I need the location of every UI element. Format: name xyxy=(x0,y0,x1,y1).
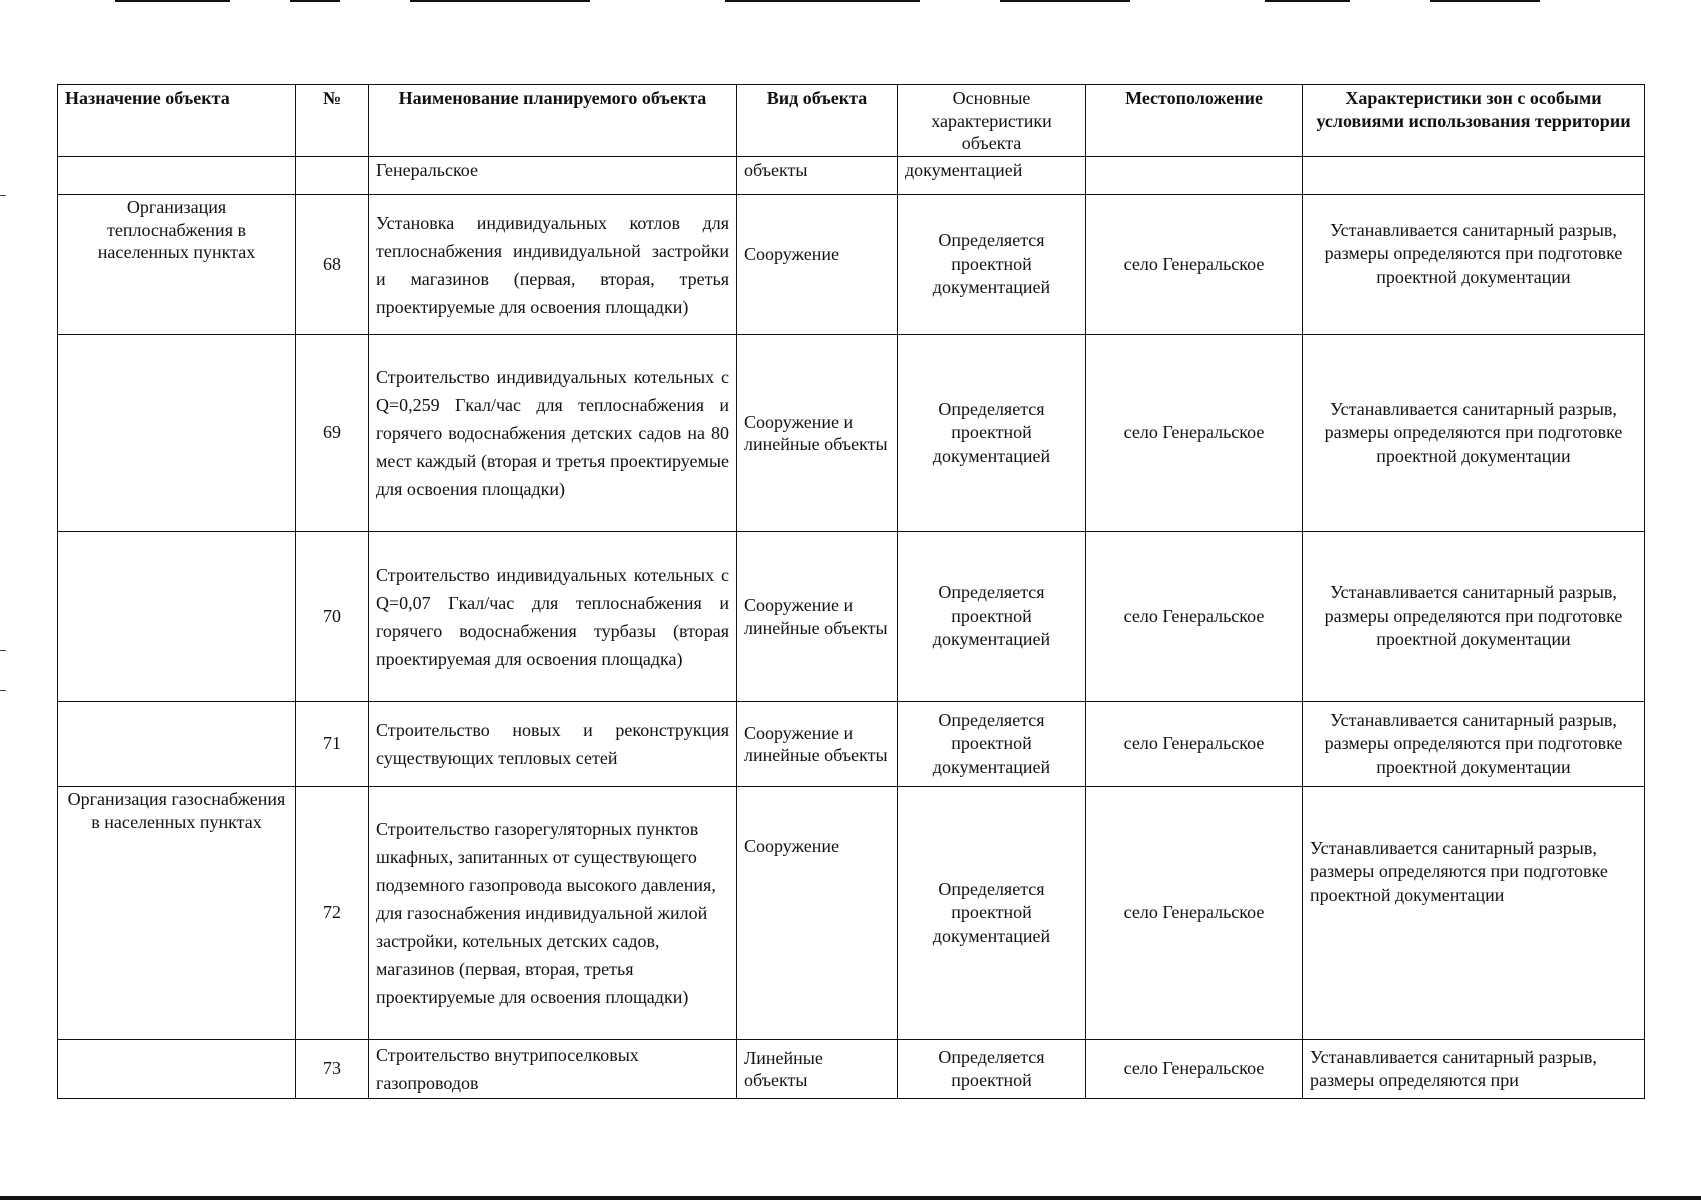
table-row xyxy=(58,702,1645,787)
cell-number: 69 xyxy=(296,335,369,532)
cell-purpose xyxy=(58,702,296,787)
cell-kind: Сооружение xyxy=(737,787,898,1040)
cell-name: Строительство индивидуальных котельных с Q=0,259 Гкал/час для теплоснабжения и горячего водоснабжения детских садов на 80 мест каждый (вторая и третья проектируемые для освоения площадки) xyxy=(369,335,737,532)
bottom-border xyxy=(0,1196,1701,1200)
margin-mark xyxy=(0,690,6,691)
cell-zones: Устанавливается санитарный разрыв, размеры определяются при xyxy=(1303,1040,1645,1099)
cell-kind: Сооружение и линейные объекты xyxy=(737,532,898,702)
header-number: № xyxy=(296,85,369,157)
cell-location: село Генеральское xyxy=(1086,532,1303,702)
cell-characteristics: Определяется проектной документацией xyxy=(898,702,1086,787)
cell-name: Строительство новых и реконструкция существующих тепловых сетей xyxy=(369,702,737,787)
cell-zones: Устанавливается санитарный разрыв, размеры определяются при подготовке проектной документации xyxy=(1303,532,1645,702)
table-row xyxy=(58,335,1645,532)
cell-name: Строительство индивидуальных котельных с Q=0,07 Гкал/час для теплоснабжения и горячего водоснабжения турбазы (вторая проектируемая для освоения площадка) xyxy=(369,532,737,702)
cell-characteristics: Определяется проектной документацией xyxy=(898,335,1086,532)
cell-kind: объекты xyxy=(737,157,898,195)
cell-purpose xyxy=(58,157,296,195)
cell-characteristics: Определяется проектной документацией xyxy=(898,532,1086,702)
cell-location: село Генеральское xyxy=(1086,1040,1303,1099)
cell-zones: Устанавливается санитарный разрыв, размеры определяются при подготовке проектной документации xyxy=(1303,702,1645,787)
cell-kind: Линейные объекты xyxy=(737,1040,898,1099)
cell-name: Строительство внутрипоселковых газопроводов xyxy=(369,1040,737,1099)
cell-purpose: Организация теплоснабжения в населенных пунктах xyxy=(58,195,296,335)
header-purpose xyxy=(58,85,296,157)
header-kind: Вид объекта xyxy=(737,85,898,157)
cell-zones: Устанавливается санитарный разрыв, размеры определяются при подготовке проектной документации xyxy=(1303,195,1645,335)
table-row xyxy=(58,195,1645,335)
top-rule-3 xyxy=(410,0,590,2)
cell-number: 70 xyxy=(296,532,369,702)
cell-number: 68 xyxy=(296,195,369,335)
top-rule-6 xyxy=(1265,0,1350,2)
cell-number: 71 xyxy=(296,702,369,787)
margin-mark xyxy=(0,650,6,651)
cell-location xyxy=(1086,157,1303,195)
cell-zones: Устанавливается санитарный разрыв, размеры определяются при подготовке проектной документации xyxy=(1303,335,1645,532)
table-row xyxy=(58,532,1645,702)
planned-objects-table xyxy=(57,84,1645,1099)
header-characteristics: Основные характеристики объекта xyxy=(898,85,1086,157)
cell-location: село Генеральское xyxy=(1086,335,1303,532)
top-rule-5 xyxy=(1000,0,1130,2)
cell-zones xyxy=(1303,157,1645,195)
cell-location: село Генеральское xyxy=(1086,195,1303,335)
header-name: Наименование планируемого объекта xyxy=(369,85,737,157)
header-location: Местоположение xyxy=(1086,85,1303,157)
cell-location: село Генеральское xyxy=(1086,702,1303,787)
margin-mark xyxy=(0,195,6,196)
cell-purpose: Организация газоснабжения в населенных пунктах xyxy=(58,787,296,1040)
continuation-row xyxy=(58,157,1645,195)
cell-kind: Сооружение xyxy=(737,195,898,335)
cell-purpose xyxy=(58,532,296,702)
cell-number: 72 xyxy=(296,787,369,1040)
header-purpose-text: Назначение объекта xyxy=(65,88,230,108)
cell-purpose xyxy=(58,1040,296,1099)
cell-name: Генеральское xyxy=(369,157,737,195)
cell-name: Строительство газорегуляторных пунктов шкафных, запитанных от существующего подземного газопровода высокого давления, для газоснабжения индивидуальной жилой застройки, котельных детских садов, магазинов (первая, вторая, третья проектируемые для освоения площадки) xyxy=(369,787,737,1040)
table-row xyxy=(58,787,1645,1040)
top-rule-1 xyxy=(115,0,230,2)
cell-location: село Генеральское xyxy=(1086,787,1303,1040)
top-rule-7 xyxy=(1430,0,1540,2)
header-zones: Характеристики зон с особыми условиями использования территории xyxy=(1303,85,1645,157)
cell-number: 73 xyxy=(296,1040,369,1099)
cell-zones: Устанавливается санитарный разрыв, размеры определяются при подготовке проектной документации xyxy=(1303,787,1645,1040)
top-rule-2 xyxy=(290,0,340,2)
cell-characteristics: Определяется проектной xyxy=(898,1040,1086,1099)
cell-kind: Сооружение и линейные объекты xyxy=(737,335,898,532)
cell-purpose xyxy=(58,335,296,532)
header-row xyxy=(58,85,1645,157)
top-rule-4 xyxy=(725,0,920,2)
cell-characteristics: Определяется проектной документацией xyxy=(898,787,1086,1040)
cell-kind: Сооружение и линейные объекты xyxy=(737,702,898,787)
cell-characteristics: Определяется проектной документацией xyxy=(898,195,1086,335)
cell-name: Установка индивидуальных котлов для теплоснабжения индивидуальной застройки и магазинов (первая, вторая, третья проектируемые для освоения площадки) xyxy=(369,195,737,335)
table-row xyxy=(58,1040,1645,1099)
cell-number xyxy=(296,157,369,195)
cell-characteristics: документацией xyxy=(898,157,1086,195)
